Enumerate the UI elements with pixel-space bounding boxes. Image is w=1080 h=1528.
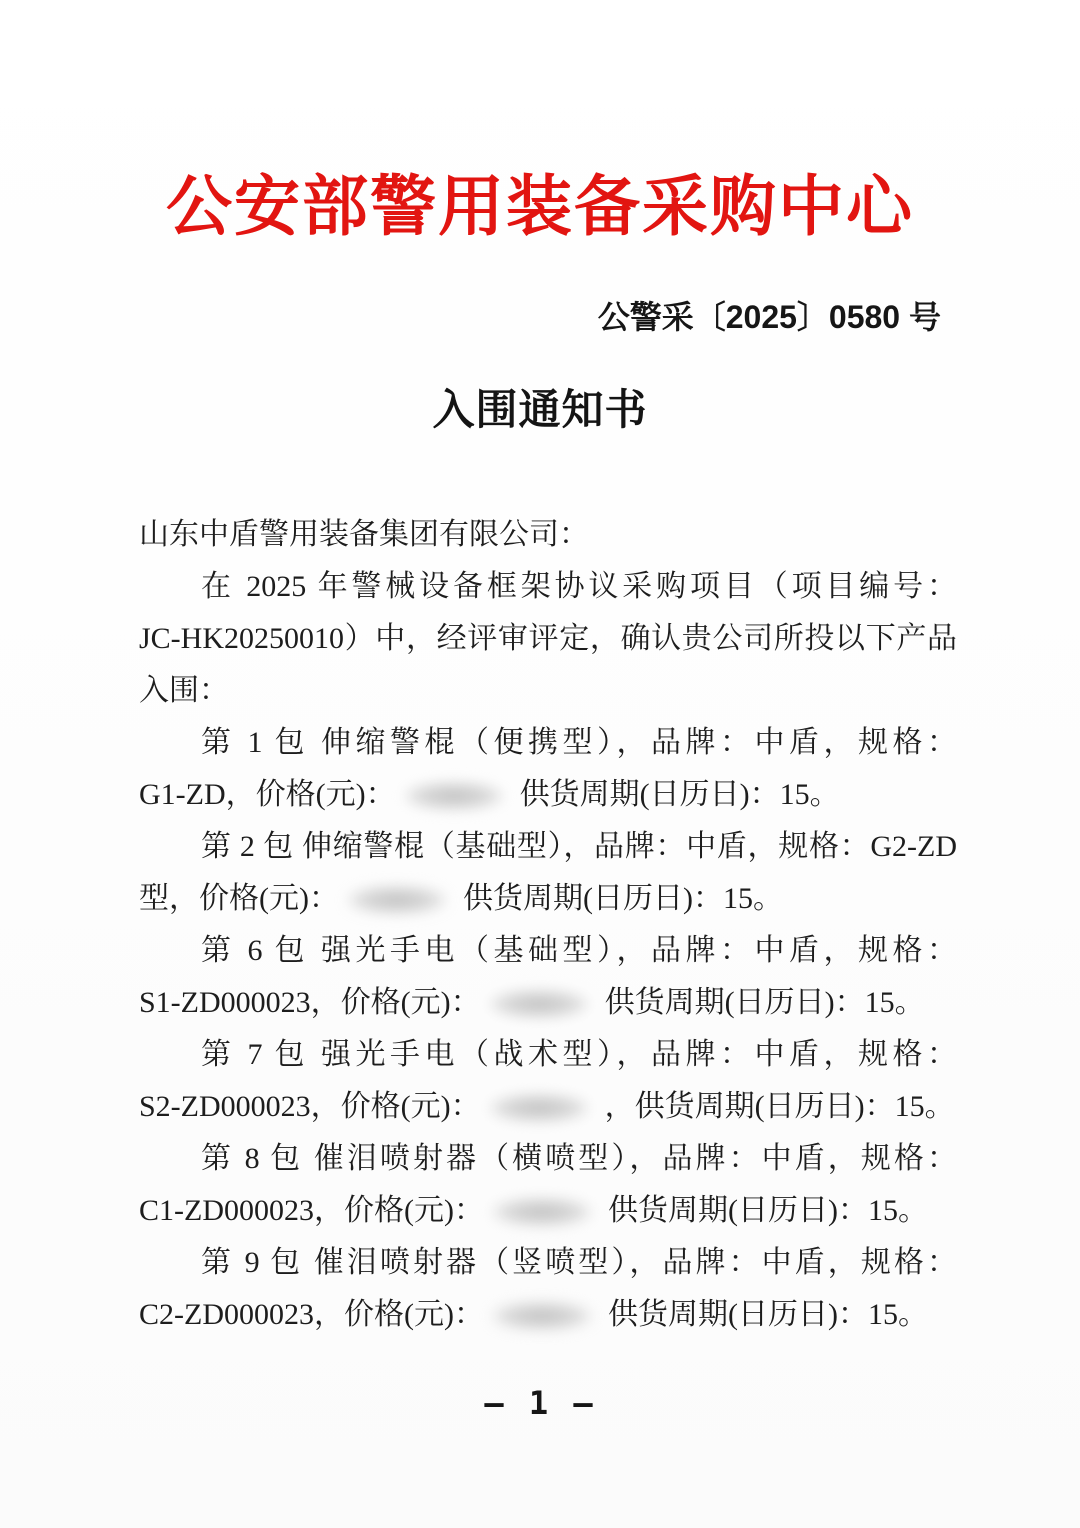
package-6-line-1: 第 6 包 强光手电（基础型），品牌：中盾，规格： [201,934,957,967]
package-2-price-suffix: 供货周期(日历日)：15。 [462,882,783,915]
addressee-line: 山东中盾警用装备集团有限公司： [139,518,589,551]
package-1-price-redaction [404,781,504,811]
package-7-line-2 [139,1081,957,1133]
package-6-price-suffix: 供货周期(日历日)：15。 [604,986,925,1019]
page-number: — 1 — [484,1384,596,1422]
package-6-price-redaction [489,989,589,1019]
package-8-line-1: 第 8 包 催泪喷射器（横喷型），品牌：中盾，规格： [201,1142,957,1175]
package-7-price-suffix: ，供货周期(日历日)：15。 [604,1090,955,1123]
package-9-price-prefix: C2-ZD000023，价格(元)： [139,1298,484,1331]
package-6-price-prefix: S1-ZD000023，价格(元)： [139,986,481,1019]
package-2-price-redaction [347,885,447,915]
package-6-line-2 [139,977,957,1029]
package-7-line-1: 第 7 包 强光手电（战术型），品牌：中盾，规格： [201,1038,957,1071]
doc-title: 入围通知书 [432,388,648,434]
intro-line-3: 入围： [139,674,229,707]
package-8-price-redaction [492,1197,592,1227]
doc-number: 公警采〔2025〕0580 号 [597,299,941,335]
package-1-price-prefix: G1-ZD，价格(元)： [139,778,396,811]
package-2-price-prefix: 型，价格(元)： [139,882,339,915]
package-7-price-redaction [489,1093,589,1123]
package-1-price-suffix: 供货周期(日历日)：15。 [519,778,840,811]
package-9-price-suffix: 供货周期(日历日)：15。 [607,1298,928,1331]
document-body [139,509,957,1341]
package-9-line-1: 第 9 包 催泪喷射器（竖喷型），品牌：中盾，规格： [201,1246,957,1279]
package-8-line-2 [139,1185,957,1237]
package-2-line-1: 第 2 包 伸缩警棍（基础型），品牌：中盾，规格：G2-ZD [201,830,957,863]
package-9-price-redaction [492,1301,592,1331]
package-8-price-suffix: 供货周期(日历日)：15。 [607,1194,928,1227]
intro-line-1: 在 2025 年警械设备框架协议采购项目（项目编号： [201,570,957,603]
package-9-line-2 [139,1289,957,1341]
org-title: 公安部警用装备采购中心 [166,171,914,244]
intro-line-2: JC-HK20250010）中，经评审评定，确认贵公司所投以下产品 [139,622,957,655]
package-8-price-prefix: C1-ZD000023，价格(元)： [139,1194,484,1227]
package-7-price-prefix: S2-ZD000023，价格(元)： [139,1090,481,1123]
package-1-line-1: 第 1 包 伸缩警棍（便携型），品牌：中盾，规格： [201,726,957,759]
package-2-line-2 [139,873,957,925]
package-1-line-2 [139,769,957,821]
